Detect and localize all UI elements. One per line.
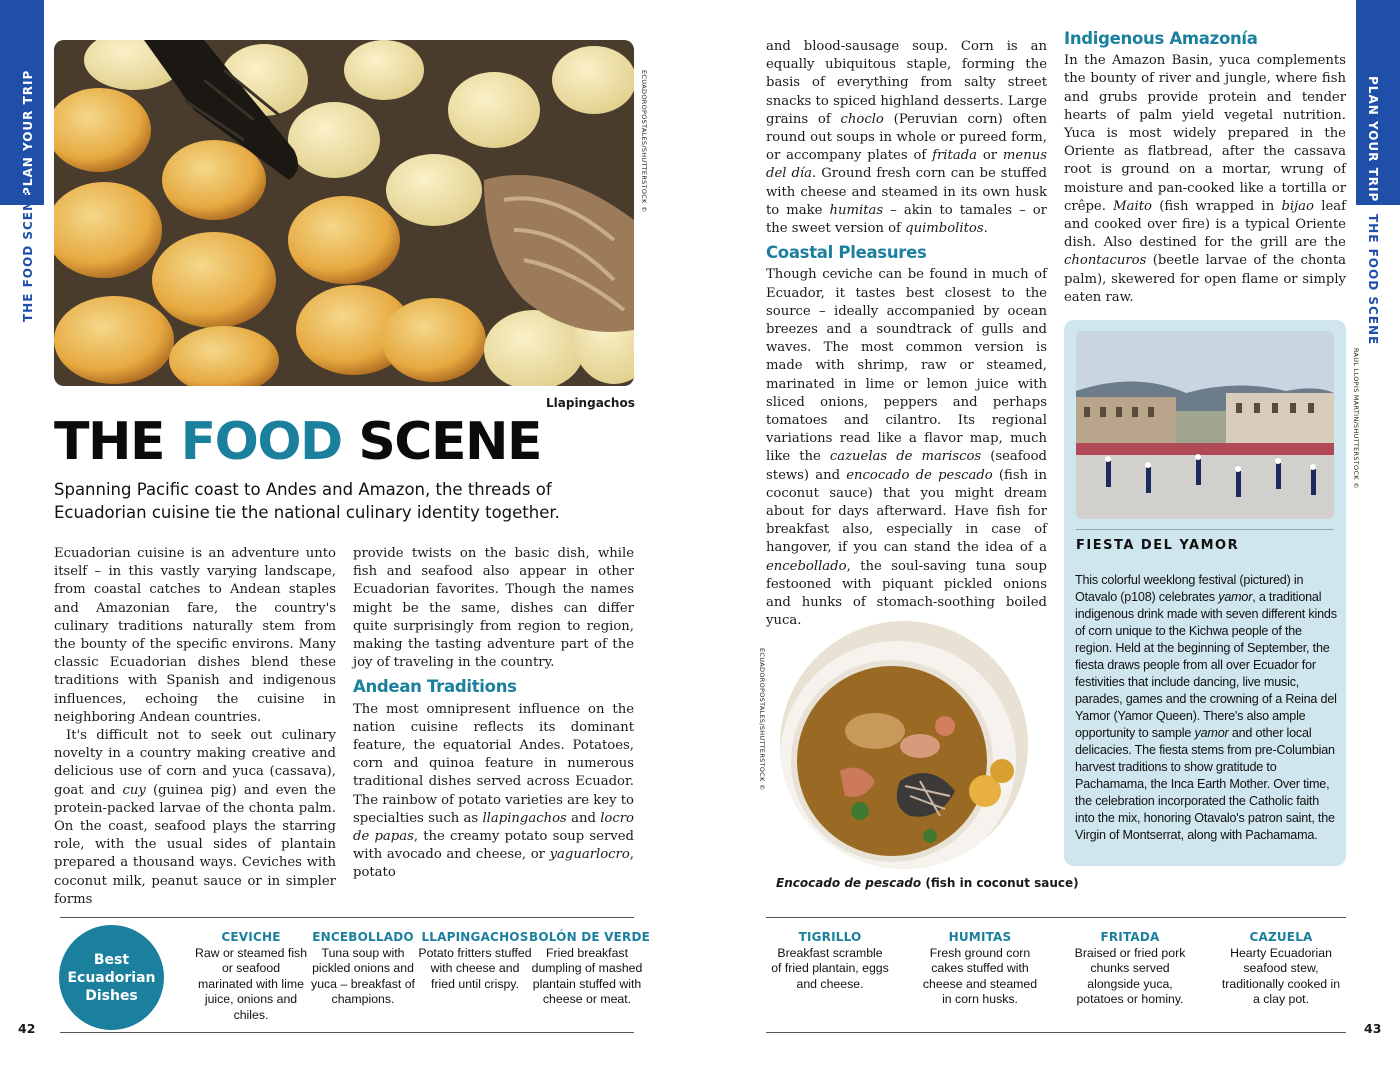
sidebar-body: This colorful weeklong festival (pictured) in Otavalo (p108) celebrates yamor, a traditional indigenous drink made with seven different kinds of corn unique to the Kichwa people of the region. Held at the beginning of September, the fiesta draws people from all over Ecuador for festivities that include dancing, live music, parades, games and the crowning of a Reina del Yamor (Yamor Queen). There's also ample opportunity to sample yamor and other local delicacies. The fiesta stems from pre-Columbian harvest traditions to show gratitude to Pachamama, the Inca Earth Mother. Over time, the celebration incorporated the Catholic faith into the mix, honoring Otavalo's patron saint, the Virgin of Montserrat, along with Pachamama. — [1075, 573, 1337, 842]
standfirst: Spanning Pacific coast to Andes and Amazon, the threads of Ecuadorian cuisine tie the national culinary identity together. — [54, 480, 560, 522]
best-bar-top-rule-left — [60, 917, 634, 918]
fiesta-photo-credit: RAUL LLOPIS MARTIN/SHUTTERSTOCK © — [1352, 348, 1360, 490]
dish-description: Hearty Ecuadorian seafood stew, traditionally cooked in a clay pot. — [1221, 946, 1341, 1007]
fiesta-photo — [1076, 331, 1334, 519]
hero-photo-credit: ECUADOROPOSTALES/SHUTTERSTOCK © — [640, 70, 648, 213]
page-number-right: 43 — [1364, 1021, 1382, 1036]
dish-description: Tuna soup with pickled onions and yuca – breakfast of champions. — [311, 946, 415, 1007]
dish-description: Potato fritters stuffed with cheese and fried until crispy. — [418, 946, 532, 991]
food-photo-credit: ECUADOROPOSTALES/SHUTTERSTOCK © — [758, 648, 766, 791]
right-plan-your-trip-label: PLAN YOUR TRIP — [1366, 76, 1380, 203]
left-food-scene-label: THE FOOD SCENE — [21, 190, 35, 322]
subhead-coastal-pleasures: Coastal Pleasures — [766, 243, 927, 263]
body-column-1: Ecuadorian cuisine is an adventure unto itself – in this vastly varying landscape, from coastal catches to Andean staples and Amazonian fare, the country's culinary traditions naturally stem from the bounty of the specific environs. Many classic Ecuadorian dishes blend these traditions with Spanish and indigenous influences, echoing the cuisine in neighboring Andean countries. It's difficult not to seek out culinary novelty in a country making creative and delicious use of corn and yuca (cassava), goat and cuy (guinea pig) and even the protein-packed larvae of the chonta palm. On the coast, seafood plays the starring role, with the usual sides of plantain prepared a thousand ways. Ceviches with coconut milk, peanut sauce or in simpler forms — [54, 546, 336, 907]
dish-llapingachos — [417, 930, 533, 992]
best-dishes-badge: Best Ecuadorian Dishes — [59, 925, 164, 1030]
body-column-3: and blood-sausage soup. Corn is an equally ubiquitous staple, forming the basis of everything from salty street snacks to spiced highland desserts. Large grains of choclo (Peruvian corn) often round out soups in whole or pureed form, or accompany plates of fritada or menus del día. Ground fresh corn can be stuffed with cheese and steamed in its own husk to make humitas – akin to tamales – or the sweet version of quimbolitos. Coastal Pleasures Though ceviche can be found in much of Ecuador, it tastes best closest to the source – ideally accompanied by ocean breezes and a soundtrack of gulls and waves. The most common version is made with shrimp, raw or steamed, marinated in lime or lemon juice with sliced onions, peppers and perhaps tomatoes and cilantro. Its regional variations read like a flavor map, much like the cazuelas de mariscos (seafood stews) and encocado de pescado (fish in coconut sauce) that you might dream about for days afterward. Have fish for breakfast also, especially in case of hangover, if you can stand the idea of a encebollado, the soul-saving tuna soup festooned with piquant pickled onions and hunks of stomach-soothing boiled yuca. — [766, 39, 1047, 629]
dish-name: HUMITAS — [948, 930, 1012, 944]
dish-name: CEVICHE — [221, 930, 281, 944]
subhead-indigenous-amazonia: Indigenous Amazonía — [1064, 29, 1258, 48]
dish-description: Raw or steamed fish or seafood marinated with lime juice, onions and chiles. — [194, 946, 308, 1022]
dish-name: CAZUELA — [1249, 930, 1313, 944]
dish-ceviche — [193, 930, 309, 1023]
dish-name: TIGRILLO — [798, 930, 862, 944]
best-bar-bottom-rule-right — [766, 1032, 1346, 1033]
dish-name: BOLÓN DE VERDE — [529, 930, 651, 944]
body-column-4: Indigenous Amazonía In the Amazon Basin, yuca complements the bounty of river and jungle, where fish and grubs provide protein and tender hearts of palm yield vegetal nutrition. Yuca is most widely prepared in the Oriente as flatbread, after the cassava root is ground on a mortar, wrung of moisture and pan-cooked like a tortilla or crêpe. Maito (fish wrapped in bijao leaf and cooked over fire) is a typical Oriente dish. Also destined for the grill are the chontacuros (beetle larvae of the chonta palm), skewered for open flame or simply eaten raw. — [1064, 29, 1346, 305]
body-column-2: provide twists on the basic dish, while fish and seafood also appear in other Ecuadorian favorites. Though the names might be the same, dishes can differ quite surprisingly from region to region, making the tasting adventure part of the joy of traveling in the country. Andean Traditions The most omnipresent influence on the nation cuisine reflects its dominant feature, the equatorial Andes. Potatoes, corn and quinoa feature in numerous traditional dishes served across Ecuador. The rainbow of potato varieties are key to specialties such as llapingachos and locro de papas, the creamy potato soup served with avocado and cheese, or yaguarlocro, potato — [353, 546, 634, 881]
dish-name: LLAPINGACHOS — [421, 930, 529, 944]
best-bar-bottom-rule-left — [60, 1032, 634, 1033]
dish-tigrillo — [771, 930, 889, 992]
sidebar-title: FIESTA DEL YAMOR — [1076, 538, 1240, 553]
left-plan-your-trip-label: PLAN YOUR TRIP — [21, 69, 35, 196]
dish-bolon-de-verde — [529, 930, 651, 1008]
dish-encebollado — [305, 930, 421, 1008]
page-title: THE FOOD SCENE — [54, 412, 542, 472]
dish-description: Breakfast scramble of fried plantain, eggs and cheese. — [771, 946, 889, 991]
sidebar-divider — [1076, 529, 1334, 530]
dish-name: FRITADA — [1100, 930, 1160, 944]
encocado-photo — [780, 621, 1028, 869]
right-food-scene-label: THE FOOD SCENE — [1366, 214, 1380, 346]
dish-humitas — [917, 930, 1043, 1008]
dish-cazuela — [1219, 930, 1343, 1008]
dish-fritada — [1071, 930, 1189, 1008]
dish-description: Fresh ground corn cakes stuffed with cheese and steamed in corn husks. — [922, 946, 1038, 1007]
dish-name: ENCEBOLLADO — [312, 930, 414, 944]
hero-photo-llapingachos — [54, 40, 634, 386]
food-photo-caption: Encocado de pescado (fish in coconut sauce) — [776, 876, 1079, 890]
dish-description: Fried breakfast dumpling of mashed plantain stuffed with cheese or meat. — [531, 946, 643, 1007]
page-number-left: 42 — [18, 1021, 36, 1036]
subhead-andean-traditions: Andean Traditions — [353, 677, 517, 697]
best-bar-top-rule-right — [766, 917, 1346, 918]
dish-description: Braised or fried pork chunks served alongside yuca, potatoes or hominy. — [1074, 946, 1186, 1007]
hero-photo-caption: Llapingachos — [546, 396, 635, 410]
